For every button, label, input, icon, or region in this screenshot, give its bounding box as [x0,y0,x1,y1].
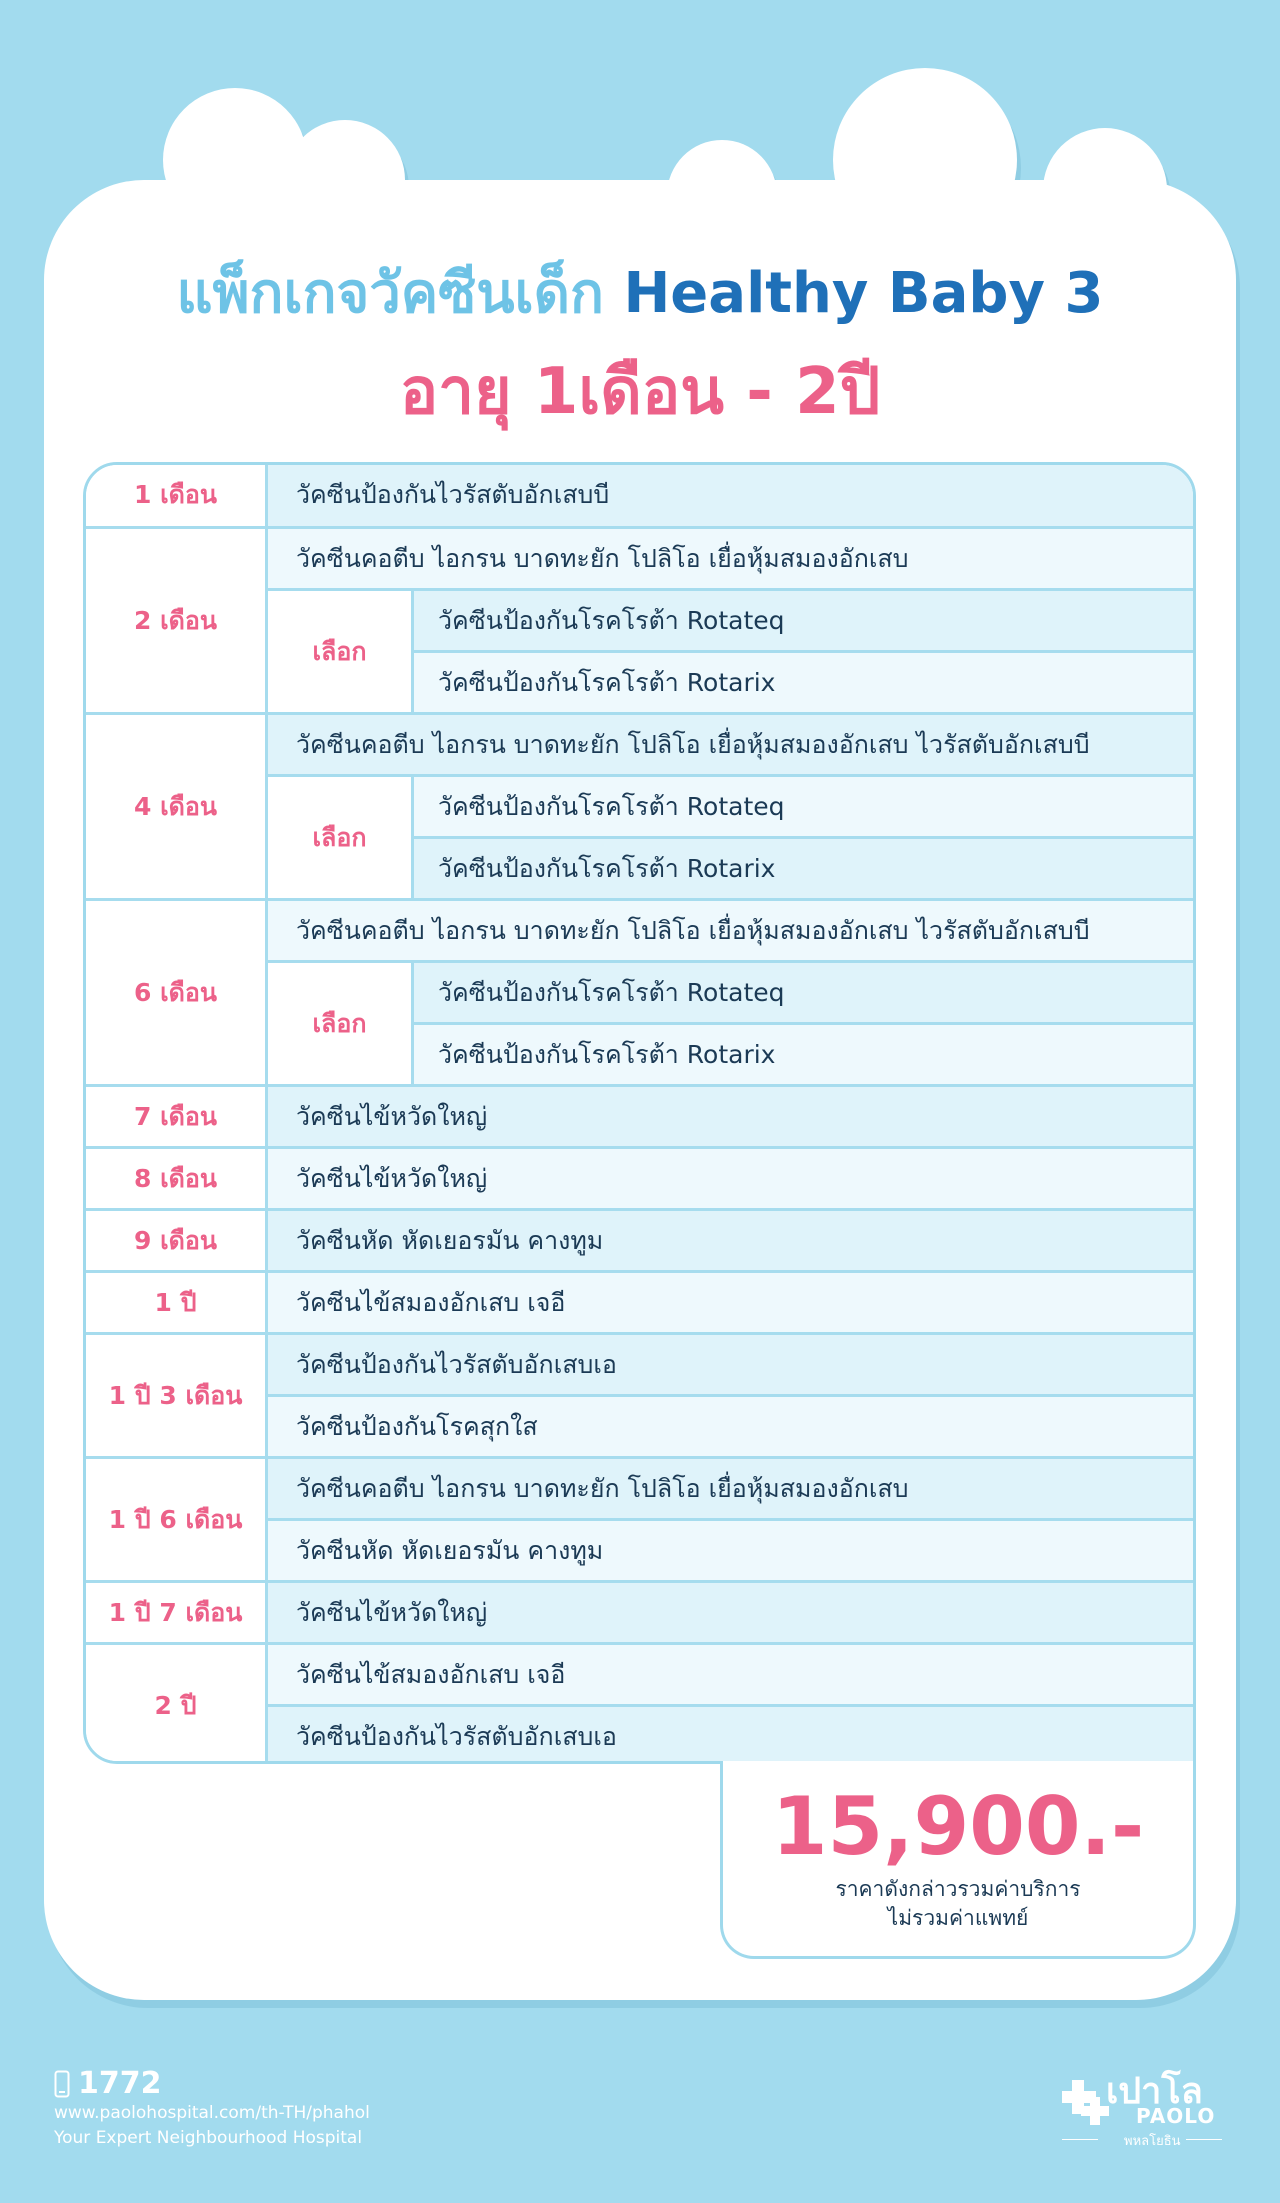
vaccine-cell: วัคซีนคอตีบ ไอกรน บาดทะยัก โปลิโอ เยื่อหุ้มสมองอักเสบ ไวรัสตับอักเสบบี [268,715,1196,777]
vaccine-option: วัคซีนป้องกันโรคโรต้า Rotateq [414,777,1196,839]
phone-number-row[interactable] [54,2066,370,2101]
vaccine-cell: วัคซีนป้องกันไวรัสตับอักเสบเอ [268,1335,1196,1397]
title-age-range: อายุ 1เดือน - 2ปี [399,355,881,429]
hospital-tagline: Your Expert Neighbourhood Hospital [54,2128,363,2148]
logo-name-english: PAOLO [1136,2104,1216,2128]
vaccine-option: วัคซีนป้องกันโรคโรต้า Rotarix [414,653,1196,715]
paolo-logo [1062,2068,1222,2149]
vaccine-cell: วัคซีนไข้หวัดใหญ่ [268,1087,1196,1149]
age-cell: 2 เดือน [86,529,268,715]
vaccine-option: วัคซีนป้องกันโรคโรต้า Rotarix [414,839,1196,901]
choose-label: เลือก [268,963,414,1087]
age-cell: 1 ปี 6 เดือน [86,1459,268,1583]
phone-icon [54,2070,70,2098]
age-cell: 4 เดือน [86,715,268,901]
vaccine-cell: วัคซีนป้องกันไวรัสตับอักเสบเอ [268,1707,1196,1764]
logo-name-thai: เปาโล [1106,2071,1203,2112]
vaccine-schedule-table [83,462,1196,1764]
vaccine-option: วัคซีนป้องกันโรคโรต้า Rotateq [414,591,1196,653]
choose-label: เลือก [268,777,414,901]
title-english: Healthy Baby 3 [623,261,1104,326]
age-cell: 7 เดือน [86,1087,268,1149]
price-note-line-1: ราคาดังกล่าวรวมค่าบริการ [835,1877,1081,1901]
vaccine-cell: วัคซีนป้องกันไวรัสตับอักเสบบี [268,463,1196,529]
vaccine-cell: วัคซีนหัด หัดเยอรมัน คางทูม [268,1211,1196,1273]
vaccine-cell: วัคซีนไข้หวัดใหญ่ [268,1583,1196,1645]
price-note-line-2: ไม่รวมค่าแพทย์ [887,1906,1029,1930]
title-thai: แพ็กเกจวัคซีนเด็ก [176,261,604,326]
vaccine-cell: วัคซีนไข้สมองอักเสบ เจอี [268,1273,1196,1335]
vaccine-option: วัคซีนป้องกันโรคโรต้า Rotateq [414,963,1196,1025]
vaccine-cell: วัคซีนคอตีบ ไอกรน บาดทะยัก โปลิโอ เยื่อหุ้มสมองอักเสบ [268,529,1196,591]
phone-number: 1772 [78,2066,162,2101]
vaccine-cell: วัคซีนคอตีบ ไอกรน บาดทะยัก โปลิโอ เยื่อหุ้มสมองอักเสบ ไวรัสตับอักเสบบี [268,901,1196,963]
footer-contact [54,2066,370,2151]
age-cell: 9 เดือน [86,1211,268,1273]
age-cell: 1 ปี 3 เดือน [86,1335,268,1459]
age-cell: 1 ปี [86,1273,268,1335]
age-cell: 6 เดือน [86,901,268,1087]
age-cell: 2 ปี [86,1645,268,1764]
paolo-cross-icon [1062,2080,1112,2126]
age-cell: 1 เดือน [86,463,268,529]
age-cell: 1 ปี 7 เดือน [86,1583,268,1645]
vaccine-cell: วัคซีนไข้สมองอักเสบ เจอี [268,1645,1196,1707]
logo-branch: พหลโยธิน [1124,2134,1181,2149]
logo-rule-right [1186,2139,1222,2140]
vaccine-option: วัคซีนป้องกันโรคโรต้า Rotarix [414,1025,1196,1087]
vaccine-cell: วัคซีนหัด หัดเยอรมัน คางทูม [268,1521,1196,1583]
website-link[interactable]: www.paolohospital.com/th-TH/phahol [54,2103,370,2123]
price-box [720,1761,1196,1959]
vaccine-cell: วัคซีนป้องกันโรคสุกใส [268,1397,1196,1459]
title-line-1 [0,248,1280,337]
price-amount: 15,900.- [771,1780,1145,1873]
choose-label: เลือก [268,591,414,715]
logo-rule-left [1062,2139,1098,2140]
vaccine-cell: วัคซีนไข้หวัดใหญ่ [268,1149,1196,1211]
vaccine-cell: วัคซีนคอตีบ ไอกรน บาดทะยัก โปลิโอ เยื่อหุ้มสมองอักเสบ [268,1459,1196,1521]
age-cell: 8 เดือน [86,1149,268,1211]
